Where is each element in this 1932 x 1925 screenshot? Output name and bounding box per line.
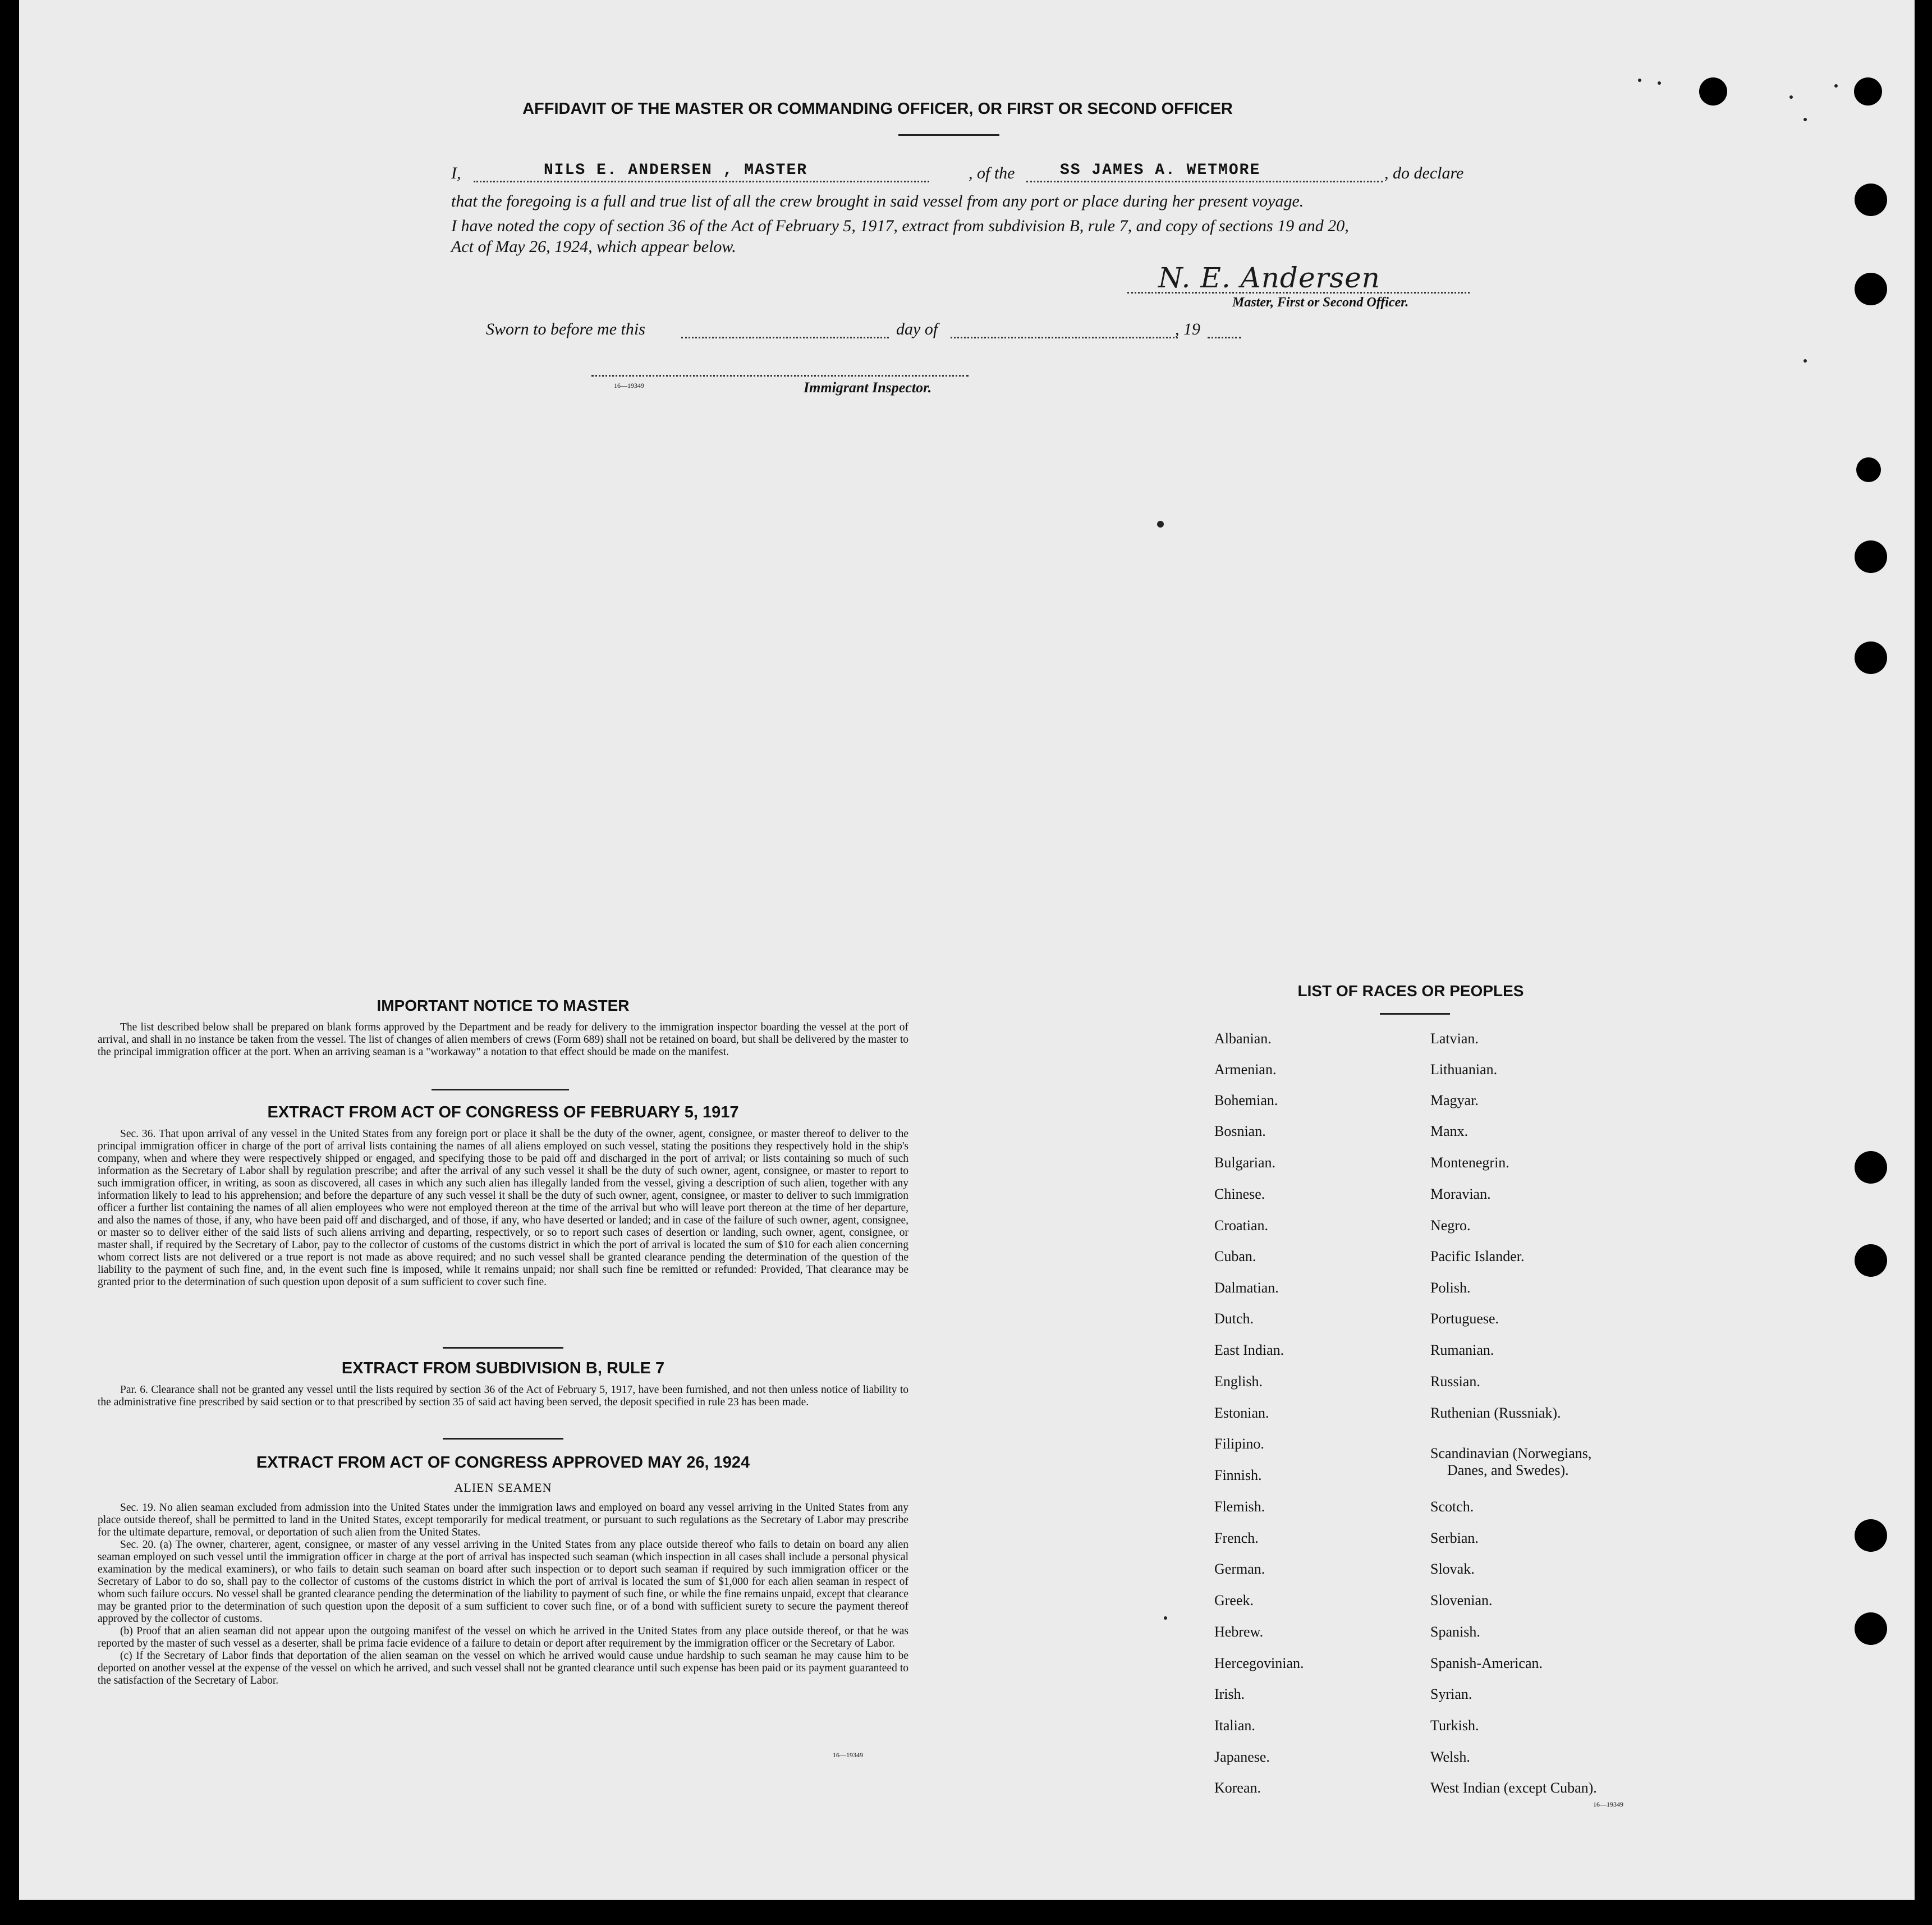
punch-hole	[1855, 273, 1887, 305]
speck	[1803, 118, 1807, 121]
speck	[1803, 359, 1807, 363]
vessel-blank	[1026, 181, 1383, 182]
day-of-label: day of	[896, 320, 938, 338]
sworn-day-blank	[681, 337, 889, 338]
race-item: Turkish.	[1430, 1717, 1479, 1734]
declarant-prefix: I,	[451, 164, 461, 182]
race-item: Latvian.	[1430, 1030, 1479, 1047]
race-item: Welsh.	[1430, 1749, 1470, 1765]
speck	[1638, 79, 1641, 82]
race-item: Bulgarian.	[1214, 1154, 1276, 1171]
divider	[432, 1089, 569, 1090]
notice-title: IMPORTANT NOTICE TO MASTER	[377, 997, 630, 1014]
extract-rule7-title: EXTRACT FROM SUBDIVISION B, RULE 7	[341, 1359, 665, 1377]
race-item: Negro.	[1430, 1217, 1471, 1234]
divider	[443, 1347, 563, 1349]
races-title-rule	[1380, 1013, 1450, 1015]
punch-hole	[1855, 1244, 1887, 1277]
master-name: NILS E. ANDERSEN , MASTER	[544, 162, 808, 179]
punch-hole	[1854, 77, 1882, 106]
sec-19-text: Sec. 19. No alien seaman excluded from admission into the United States under the immigration laws and employed on board any vessel arriving in the United States from any place outside thereof, shall be permitted to land in the United States, except temporarily for medical treatment, or pursuant to such regulations as the Secretary of Labor may prescribe for the ultimate departure, removal, or deportation of such alien from the United States.	[98, 1502, 908, 1538]
affidavit-line2: that the foregoing is a full and true list of all the crew brought in said vessel from any port or place during her present voyage.	[451, 192, 1304, 210]
punch-hole	[1855, 1612, 1887, 1645]
race-item: Spanish.	[1430, 1624, 1480, 1640]
race-item: Slovak.	[1430, 1561, 1475, 1577]
inspector-caption: Immigrant Inspector.	[804, 379, 932, 396]
form-number-right: 16—19349	[1593, 1800, 1623, 1808]
declare-label: , do declare	[1384, 164, 1464, 182]
race-item: East Indian.	[1214, 1342, 1284, 1358]
race-item: Japanese.	[1214, 1749, 1270, 1765]
race-item: Irish.	[1214, 1686, 1245, 1702]
race-item: Russian.	[1430, 1373, 1480, 1390]
race-item: Hercegovinian.	[1214, 1655, 1304, 1671]
sworn-label: Sworn to before me this	[486, 320, 645, 338]
race-item: Magyar.	[1430, 1092, 1479, 1108]
punch-hole	[1699, 77, 1727, 106]
punch-hole	[1856, 457, 1881, 482]
race-item: Dalmatian.	[1214, 1280, 1279, 1296]
race-item: Scotch.	[1430, 1498, 1474, 1515]
extract-1924-title: EXTRACT FROM ACT OF CONGRESS APPROVED MAY 26, 1924	[256, 1454, 750, 1472]
punch-hole	[1855, 641, 1887, 674]
speck	[1658, 81, 1661, 85]
race-item: Albanian.	[1214, 1030, 1272, 1047]
extract-rule7-text: Par. 6. Clearance shall not be granted any vessel until the lists required by section 36 of the Act of February 5, 1917, have been furnished, and not then unless notice of liability to the administrative fine prescribed by said section or to that prescribed by section 35 of said act having been served, the deposit specified in rule 23 has been made.	[98, 1384, 908, 1408]
race-item: Syrian.	[1430, 1686, 1472, 1702]
race-item: French.	[1214, 1530, 1259, 1546]
notice-text: The list described below shall be prepared on blank forms approved by the Department and be ready for delivery to the immigration inspector boarding the vessel at the port of arrival, and shall in no instance be taken from the vessel. The list of changes of alien members of crews (Form 689) shall not be retained on board, but shall be delivered by the master to the principal immigration officer at the port. When an arriving seaman is a "workaway" a notation to that effect should be made on the manifest.	[98, 1021, 908, 1058]
sworn-month-blank	[951, 337, 1178, 338]
form-number-top: 16—19349	[614, 382, 644, 389]
form-number-left: 16—19349	[833, 1751, 863, 1759]
races-title: LIST OF RACES OR PEOPLES	[1297, 982, 1524, 1000]
race-item: Cuban.	[1214, 1248, 1256, 1264]
punch-hole	[1855, 1151, 1887, 1184]
affidavit-title: AFFIDAVIT OF THE MASTER OR COMMANDING OFFICER, OR FIRST OR SECOND OFFICER	[522, 100, 1233, 118]
punch-hole	[1855, 1519, 1887, 1552]
extract-1924-subtitle: ALIEN SEAMEN	[454, 1481, 552, 1495]
race-item: Bosnian.	[1214, 1123, 1266, 1139]
race-item: Hebrew.	[1214, 1624, 1264, 1640]
title-rule	[898, 134, 999, 136]
race-item: Armenian.	[1214, 1061, 1277, 1078]
race-item: Portuguese.	[1430, 1310, 1499, 1327]
sworn-year-blank	[1208, 337, 1241, 338]
race-item: Moravian.	[1430, 1186, 1491, 1202]
race-item: Danes, and Swedes).	[1447, 1462, 1569, 1478]
race-item: Rumanian.	[1430, 1342, 1494, 1358]
signature-caption: Master, First or Second Officer.	[1232, 295, 1409, 310]
inspector-line	[591, 375, 969, 377]
sec-20a-text: Sec. 20. (a) The owner, charterer, agent, consignee, or master of any vessel arriving in the United States from any place outside thereof who fails to detain on board any alien seaman employed on such vessel until the immigration officer in charge at the port of arrival has inspected such seaman (which inspection in all cases shall include a personal physical examination by the medical examiners), or who fails to detain such seaman on board after such inspection or to deport such seaman if required by such immigration officer or the Secretary of Labor to do so, shall pay to the collector of customs of the customs district in which the port of arrival is located the sum of $1,000 for each alien seaman in respect of whom such failure occurs. No vessel shall be granted clearance pending the determination of the liability to payment of such fine, or while the fine remains unpaid, except that clearance may be granted prior to the determination of such question upon the deposit of a sum sufficient to cover such fine, or of a bond with sufficient surety to secure the payment thereof approved by the collector of customs.	[98, 1539, 908, 1625]
punch-hole	[1855, 184, 1887, 216]
year-prefix: , 19	[1175, 320, 1200, 338]
race-item: Croatian.	[1214, 1217, 1269, 1234]
race-item: Filipino.	[1214, 1436, 1264, 1452]
speck	[1789, 95, 1793, 99]
affidavit-line1	[432, 164, 1498, 186]
race-item: Spanish-American.	[1430, 1655, 1543, 1671]
name-blank	[474, 181, 929, 182]
race-item: Korean.	[1214, 1780, 1261, 1796]
race-item: Dutch.	[1214, 1310, 1254, 1327]
extract-1917-text: Sec. 36. That upon arrival of any vessel in the United States from any foreign port or place it shall be the duty of the owner, agent, consignee, or master thereof to deliver to the principal immigration officer in charge of the port of arrival lists containing the names of all aliens employed on such vessel, stating the positions they respectively hold in the ship's company, when and where they were respectively shipped or engaged, and specifying those to be paid off and discharged in the port of arrival; or lists containing so much of such information as the Secretary of Labor shall by regulation prescribe; and after the arrival of any such vessel it shall be the duty of such owner, agent, consignee, or master to report to such immigration officer, in writing, as soon as discovered, all cases in which any such alien has illegally landed from the vessel, giving a description of such alien, together with any information likely to lead to his apprehension; and before the departure of any such vessel it shall be the duty of such owner, agent, consignee, or master to deliver to such immigration officer a further list containing the names of all alien employees who were not employed thereon at the time of the arrival but who will leave port thereon at the time of her departure, and also the names of those, if any, who have been paid off and discharged, and of those, if any, who have deserted or landed; and in case of the failure of such owner, agent, consignee, or master so to deliver either of the said lists of such aliens arriving and departing, respectively, or so to report such cases of desertion or landing, such owner, agent, consignee, or master shall, if required by the Secretary of Labor, pay to the collector of customs of the customs district in which the port of arrival is located the sum of $10 for each alien concerning whom correct lists are not delivered or a true report is not made as above required; and no such vessel shall be granted clearance pending the determination of the question of the liability to the payment of such fine, and, in the event such fine is imposed, while it remains unpaid; nor shall such fine be remitted or refunded: Provided, That clearance may be granted prior to the determination of such question upon deposit of a sum sufficient to cover such fine.	[98, 1128, 908, 1288]
race-item: Greek.	[1214, 1592, 1254, 1608]
race-item: Italian.	[1214, 1717, 1255, 1734]
punch-hole	[1855, 540, 1887, 573]
race-item: Scandinavian (Norwegians,	[1430, 1445, 1592, 1461]
race-item: Finnish.	[1214, 1467, 1262, 1483]
document-page	[19, 0, 1915, 1900]
race-item: Flemish.	[1214, 1498, 1265, 1515]
sec-20b-text: (b) Proof that an alien seaman did not appear upon the outgoing manifest of the vessel on which he arrived in the United States from any place outside thereof, or that he was reported by the master of such vessel as a deserter, shall be prima facie evidence of a failure to detain or deport after requirement by the immigration officer or the Secretary of Labor.	[98, 1625, 908, 1649]
race-item: Estonian.	[1214, 1405, 1269, 1421]
affidavit-line3: I have noted the copy of section 36 of the Act of February 5, 1917, extract from subdivision B, rule 7, and copy of sections 19 and 20,	[451, 217, 1349, 235]
race-item: West Indian (except Cuban).	[1430, 1780, 1597, 1796]
vessel-name: SS JAMES A. WETMORE	[1060, 162, 1261, 179]
speck	[1834, 84, 1838, 88]
sec-20c-text: (c) If the Secretary of Labor finds that deportation of the alien seaman on the vessel on which he arrived would cause undue hardship to such seaman he may cause him to be deported on another vessel at the expense of the vessel on which he arrived, and such vessel shall not be granted clearance until such expense has been paid or its payment guaranteed to the satisfaction of the Secretary of Labor.	[98, 1650, 908, 1686]
race-item: Manx.	[1430, 1123, 1468, 1139]
race-item: English.	[1214, 1373, 1263, 1390]
speck	[1164, 1616, 1167, 1620]
divider	[443, 1438, 563, 1440]
race-item: Serbian.	[1430, 1530, 1479, 1546]
race-item: Montenegrin.	[1430, 1154, 1509, 1171]
extract-1917-title: EXTRACT FROM ACT OF CONGRESS OF FEBRUARY 5, 1917	[267, 1103, 739, 1121]
race-item: Lithuanian.	[1430, 1061, 1498, 1078]
affidavit-line4: Act of May 26, 1924, which appear below.	[451, 237, 736, 256]
race-item: Bohemian.	[1214, 1092, 1278, 1108]
signature: N. E. Andersen	[1158, 262, 1380, 294]
race-item: Pacific Islander.	[1430, 1248, 1525, 1264]
race-item: Polish.	[1430, 1280, 1471, 1296]
race-item: Ruthenian (Russniak).	[1430, 1405, 1561, 1421]
race-item: German.	[1214, 1561, 1265, 1577]
race-item: Chinese.	[1214, 1186, 1265, 1202]
race-item: Slovenian.	[1430, 1592, 1493, 1608]
speck	[1157, 521, 1164, 528]
extract-1924-body	[98, 1502, 908, 1687]
of-the-label: , of the	[969, 164, 1015, 182]
